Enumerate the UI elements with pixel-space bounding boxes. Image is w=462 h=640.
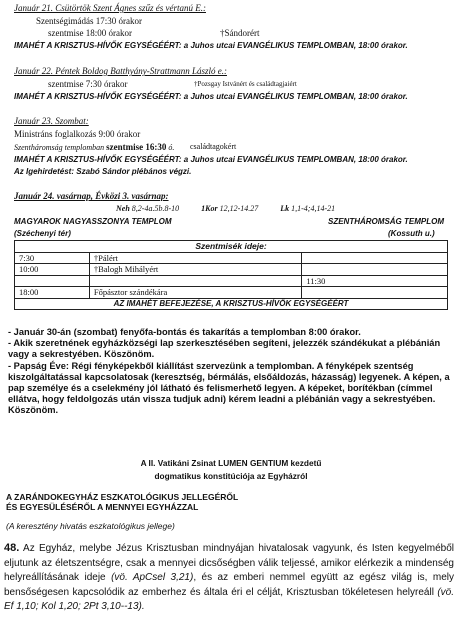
jan23-ministrants: Ministráns foglalkozás 9:00 órakor (14, 129, 141, 139)
reading-lk: 1,1-4;4,14-21 (291, 204, 336, 213)
announcement-item: - Papság Éve: Régi fényképekből kiállítást szervezünk a templomban. A fényképek szentség kiszolgáltatással kapcsolatosak (keresztség, bérmálás, elsőáldozás, házasság) legyenek. A képen, a pap személye és a cselekmény jól látható és felismerhető legyen. A képeket, borítékban (címmel ellátva, hogy feldolgozás után vissza tudjuk adni) kérem leadni a plébánián vagy a sekrestyében. Köszönöm. (8, 360, 450, 416)
reading-lk-label: Lk (280, 204, 290, 213)
document-title-line1: A II. Vatikáni Zsinat LUMEN GENTIUM kezdetű (140, 458, 322, 468)
mass-times-table (14, 240, 448, 310)
mass-intention-cell: Főpásztor szándékára (89, 287, 301, 299)
jan21-adoration: Szentségimádás 17:30 órakor (36, 16, 142, 26)
mass-intention-cell (89, 275, 301, 287)
jan24-readings (116, 204, 335, 214)
jan23-mass-line (14, 142, 174, 153)
mass-table-header: Szentmisék ideje: (15, 241, 448, 253)
paragraph-number: 48. (4, 542, 20, 554)
jan21-mass: szentmise 18:00 órakor (48, 28, 132, 38)
jan23-mass-church: Szentháromság templomban (14, 143, 105, 152)
mass-table-footer: AZ IMAHÉT BEFEJEZÉSE, A KRISZTUS-HÍVŐK EGYSÉGÉÉRT (15, 298, 448, 310)
jan23-intention: családtagokért (190, 142, 237, 151)
reading-kor-label: 1Kor (201, 204, 218, 213)
paragraph-reference: (vö. Ef 1,10; Kol 1,20; 2Pt 3,10--13). (4, 586, 454, 613)
chapter-title-line1: A ZARÁNDOKEGYHÁZ ESZKATOLÓGIKUS JELLEGÉRŐL (6, 492, 239, 502)
announcements (8, 327, 452, 417)
mass-intention-cell: †Balogh Mihályért (89, 264, 301, 276)
mass-right-cell (302, 287, 448, 299)
paragraph-reference: (vö. ApCsel 3,21) (111, 572, 194, 584)
jan22-mass: szentmise 7:30 órakor (48, 79, 128, 89)
jan23-mass-time: szentmise 16:30 (106, 142, 167, 152)
document-title-line2: dogmatikus konstitúciója az Egyházról (154, 471, 308, 481)
mass-right-cell: 11:30 (302, 275, 448, 287)
table-footer-row (15, 298, 448, 310)
church-right-name: SZENTHÁROMSÁG TEMPLOM (328, 217, 444, 226)
announcement-item: - Akik szeretnének egyházközségi lap szerkesztésében segíteni, jelezzék szándékukat a plébánián vagy a sekrestyében. Köszönöm. (8, 338, 441, 360)
jan24-heading: Január 24. vasárnap, Évközi 3. vasárnap: (14, 191, 169, 201)
jan21-unity-note: IMAHÉT A KRISZTUS-HÍVŐK EGYSÉGÉÉRT: a Juhos utcai EVANGÉLIKUS TEMPLOMBAN, 18:00 órakor. (14, 41, 408, 50)
mass-right-cell (302, 264, 448, 276)
jan23-heading: Január 23. Szombat: (14, 116, 89, 126)
mass-time-cell: 18:00 (15, 287, 90, 299)
table-row (15, 252, 448, 264)
table-row (15, 264, 448, 276)
jan21-intention: †Sándorért (220, 28, 260, 38)
chapter-subtitle: (A keresztény hivatás eszkatológikus jellege) (6, 521, 175, 531)
reading-neh: 8,2-4a.5b.8-10 (131, 204, 180, 213)
paragraph-text-continued: , és az emberi nemmel együtt az egész világ is, mely bensőségesen kapcsolódik az emberhez és általa éri el célját, Krisztusban tökéletesen helyreáll (4, 572, 455, 598)
mass-intention-cell: †Pálért (89, 252, 301, 264)
mass-time-cell (15, 275, 90, 287)
jan22-intention: †Pozsgay Istvánért és családtagjaiért (194, 80, 297, 88)
jan23-mass-unit: ó. (168, 143, 175, 152)
table-header-row (15, 241, 448, 253)
reading-neh-label: Neh (116, 204, 130, 213)
church-right-location: (Kossuth u.) (388, 229, 435, 238)
mass-time-cell: 10:00 (15, 264, 90, 276)
paragraph-48 (4, 541, 454, 615)
table-row (15, 287, 448, 299)
jan23-unity-note: IMAHÉT A KRISZTUS-HÍVŐK EGYSÉGÉÉRT: a Juhos utcai EVANGÉLIKUS TEMPLOMBAN, 18:00 órakor. (14, 155, 408, 164)
table-row (15, 275, 448, 287)
jan22-unity-note: IMAHÉT A KRISZTUS-HÍVŐK EGYSÉGÉÉRT: a Juhos utcai EVANGÉLIKUS TEMPLOMBAN, 18:00 órakor. (14, 92, 408, 101)
jan22-heading: Január 22. Péntek Boldog Batthyány-Strattmann László e.: (14, 66, 227, 76)
jan23-preacher: Az Igehirdetést: Szabó Sándor plébános végzi. (14, 167, 192, 176)
reading-kor: 12,12-14.27 (219, 204, 259, 213)
jan21-heading: Január 21. Csütörtök Szent Ágnes szűz és vértanú E.: (14, 3, 206, 13)
announcement-item: - Január 30-án (szombat) fenyőfa-bontás és takarítás a templomban 8:00 órakor. (8, 327, 361, 337)
paragraph-text: Az Egyház, melybe Jézus Krisztusban mindnyájan hivatalosak vagyunk, és Isten kegyelméből eljutunk az életszentségre, csak a mennyei dicsőségben válik teljessé, amikor elérkezik a mindenség helyreállításának ideje (4, 543, 454, 584)
mass-right-cell (302, 252, 448, 264)
church-left-location: (Széchenyi tér) (14, 229, 71, 238)
church-left-name: MAGYAROK NAGYASSZONYA TEMPLOM (14, 217, 172, 226)
chapter-title-line2: ÉS EGYESÜLÉSÉRŐL A MENNYEI EGYHÁZZAL (6, 502, 199, 512)
mass-time-cell: 7:30 (15, 252, 90, 264)
